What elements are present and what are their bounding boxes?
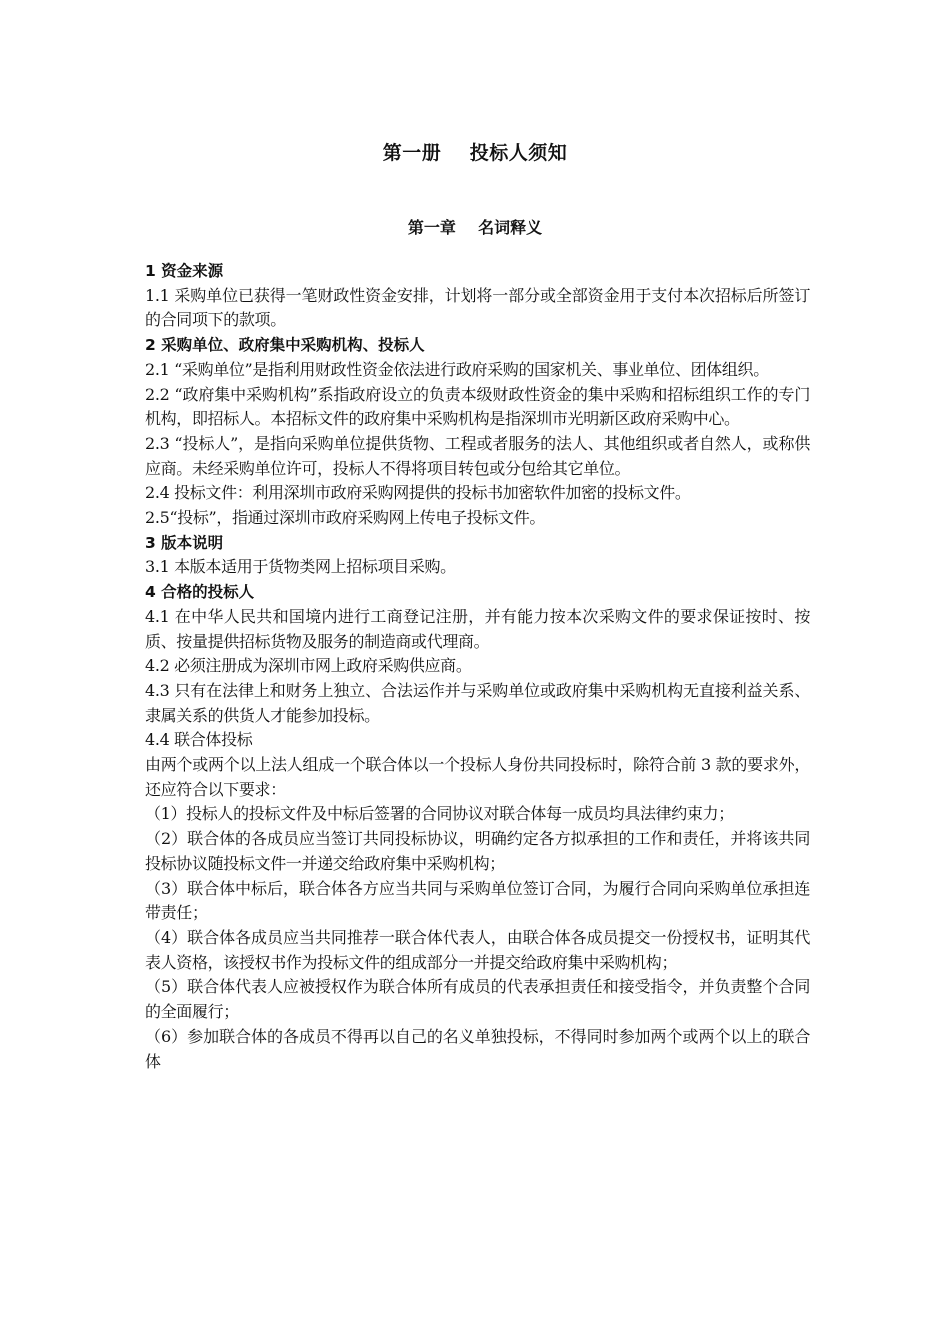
chapter-title: 第一章 名词释义 [407,218,543,237]
paragraph: 2.3 “投标人”，是指向采购单位提供货物、工程或者服务的法人、其他组织或者自然人，或称供应商。未经采购单位许可，投标人不得将项目转包或分包给其它单位。 [145,433,810,478]
paragraph: （6）参加联合体的各成员不得再以自己的名义单独投标，不得同时参加两个或两个以上的联合体 [145,1026,810,1071]
paragraph: 4.2 必须注册成为深圳市网上政府采购供应商。 [145,656,472,676]
section-heading: 4 合格的投标人 [145,583,255,602]
paragraph: 1.1 采购单位已获得一笔财政性资金安排，计划将一部分或全部资金用于支付本次招标后所签订的合同项下的款项。 [145,285,810,330]
paragraph: （4）联合体各成员应当共同推荐一联合体代表人，由联合体各成员提交一份授权书，证明其代表人资格，该授权书作为投标文件的组成部分一并提交给政府集中采购机构； [145,927,810,972]
paragraph: 4.4 联合体投标 [145,730,253,750]
paragraph: 由两个或两个以上法人组成一个联合体以一个投标人身份共同投标时，除符合前 3 款的要求外，还应符合以下要求： [145,755,810,799]
book-title: 第一册 投标人须知 [382,142,568,164]
paragraph: 2.5“投标”，指通过深圳市政府采购网上传电子投标文件。 [145,508,546,528]
paragraph: 2.2 “政府集中采购机构”系指政府设立的负责本级财政性资金的集中采购和招标组织工作的专门机构，即招标人。本招标文件的政府集中采购机构是指深圳市光明新区政府采购中心。 [145,384,810,429]
paragraph: （2）联合体的各成员应当签订共同投标协议，明确约定各方拟承担的工作和责任，并将该共同投标协议随投标文件一并递交给政府集中采购机构； [145,829,810,873]
paragraph: 3.1 本版本适用于货物类网上招标项目采购。 [145,557,456,577]
paragraph: 2.1 “采购单位”是指利用财政性资金依法进行政府采购的国家机关、事业单位、团体组织。 [145,359,769,379]
paragraph: （3）联合体中标后，联合体各方应当共同与采购单位签订合同，为履行合同向采购单位承担连带责任； [145,878,810,923]
paragraph: （1）投标人的投标文件及中标后签署的合同协议对联合体每一成员均具法律约束力； [145,804,734,824]
document-body [145,259,810,1074]
paragraph: 4.1 在中华人民共和国境内进行工商登记注册，并有能力按本次采购文件的要求保证按时、按质、按量提供招标货物及服务的制造商或代理商。 [145,606,810,651]
paragraph: 4.3 只有在法律上和财务上独立、合法运作并与采购单位或政府集中采购机构无直接利益关系、隶属关系的供货人才能参加投标。 [145,680,810,725]
section-heading: 3 版本说明 [145,533,224,552]
section-heading: 1 资金来源 [145,262,224,280]
section-heading: 2 采购单位、政府集中采购机构、投标人 [145,336,425,355]
paragraph: （5）联合体代表人应被授权作为联合体所有成员的代表承担责任和接受指令，并负责整个合同的全面履行； [145,977,810,1022]
paragraph: 2.4 投标文件：利用深圳市政府采购网提供的投标书加密软件加密的投标文件。 [145,483,691,503]
